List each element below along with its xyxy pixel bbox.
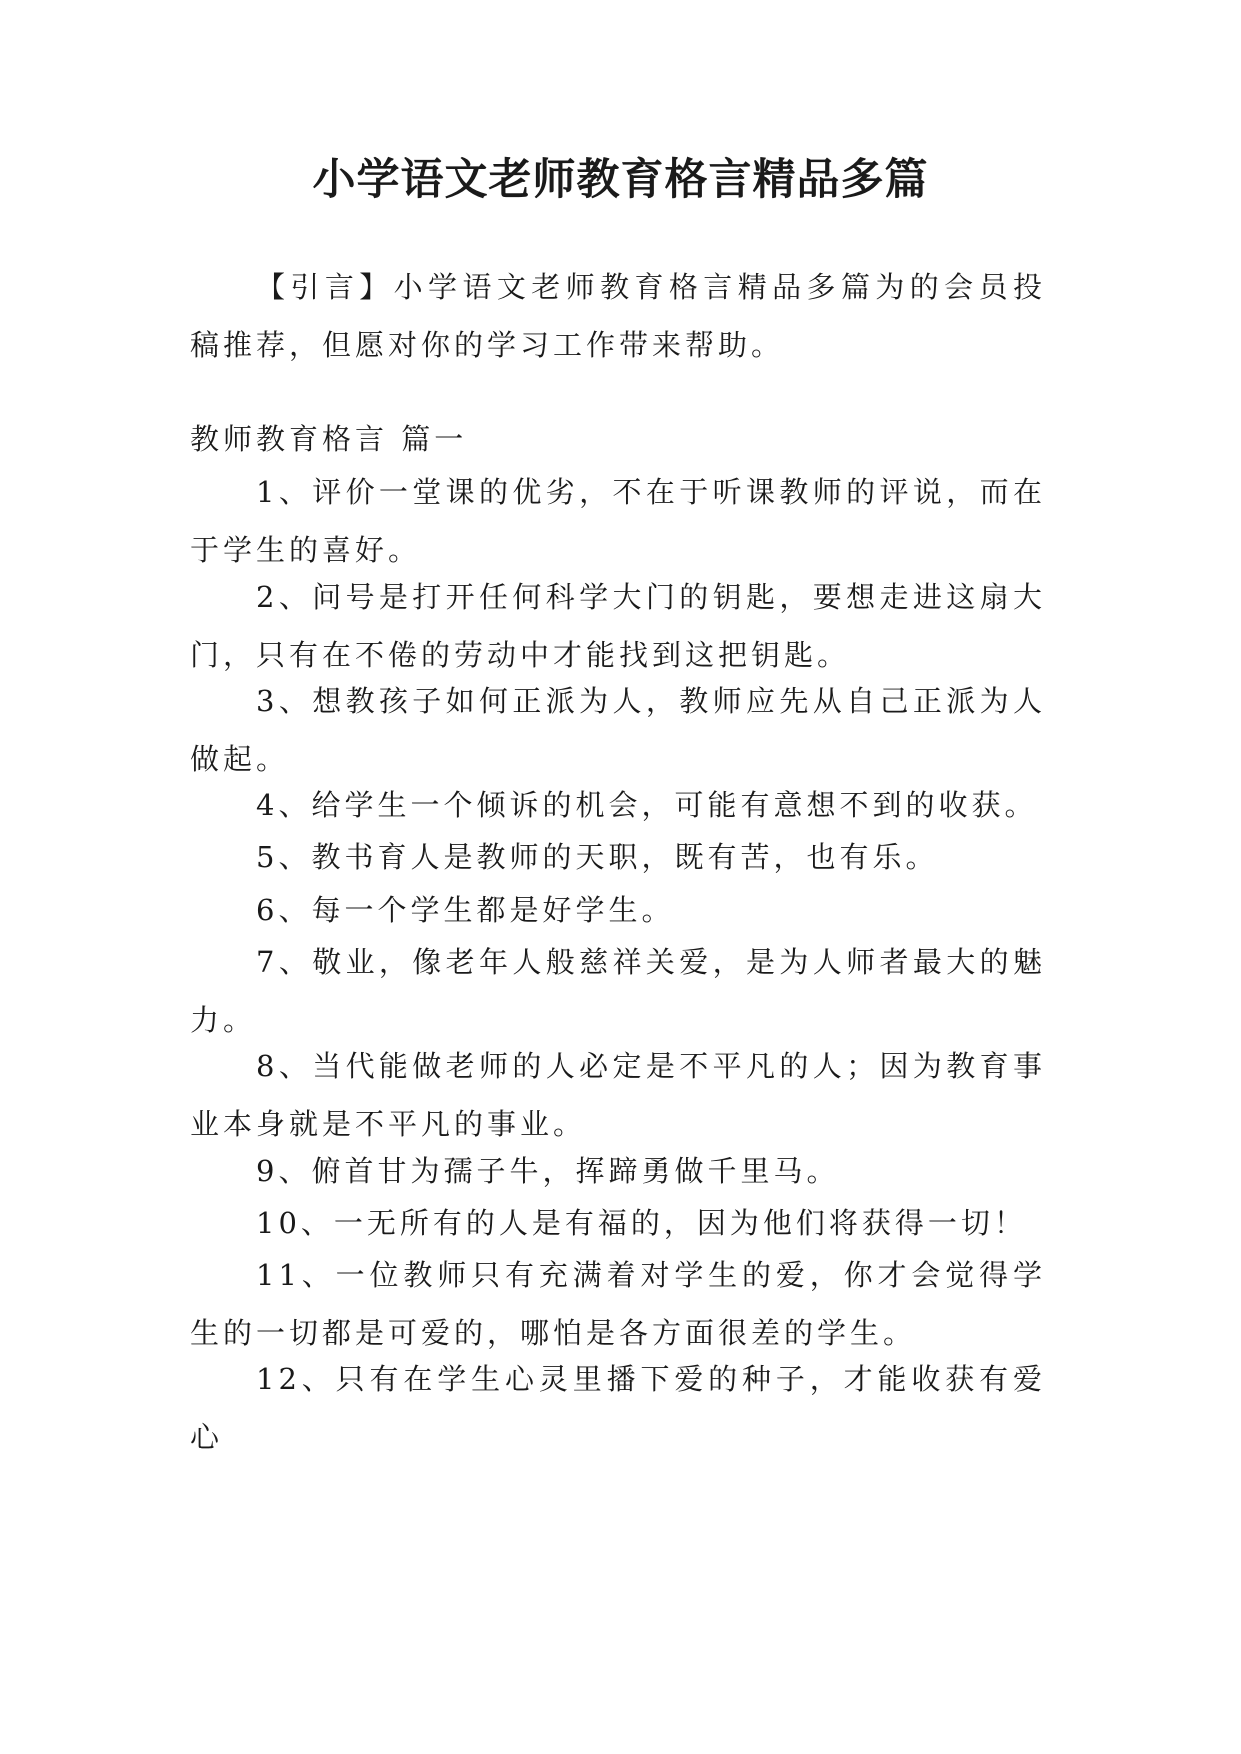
list-item: 11、一位教师只有充满着对学生的爱，你才会觉得学生的一切都是可爱的，哪怕是各方面很差的学生。 xyxy=(190,1258,1046,1350)
list-item: 10、一无所有的人是有福的，因为他们将获得一切！ xyxy=(256,1206,1027,1240)
list-item: 3、想教孩子如何正派为人，教师应先从自己正派为人做起。 xyxy=(190,684,1046,776)
document-title: 小学语文老师教育格言精品多篇 xyxy=(312,155,929,205)
list-item: 9、俯首甘为孺子牛，挥蹄勇做千里马。 xyxy=(256,1154,840,1188)
list-item: 1、评价一堂课的优劣，不在于听课教师的评说，而在于学生的喜好。 xyxy=(190,475,1046,567)
section-heading: 教师教育格言 篇一 xyxy=(190,422,468,456)
list-item: 7、敬业，像老年人般慈祥关爱，是为人师者最大的魅力。 xyxy=(190,945,1046,1037)
list-item: 2、问号是打开任何科学大门的钥匙，要想走进这扇大门，只有在不倦的劳动中才能找到这把钥匙。 xyxy=(190,580,1046,672)
list-item: 8、当代能做老师的人必定是不平凡的人；因为教育事业本身就是不平凡的事业。 xyxy=(190,1049,1046,1141)
list-item: 12、只有在学生心灵里播下爱的种子，才能收获有爱心 xyxy=(190,1362,1046,1454)
list-item: 6、每一个学生都是好学生。 xyxy=(256,893,675,927)
intro-paragraph: 【引言】小学语文老师教育格言精品多篇为的会员投稿推荐，但愿对你的学习工作带来帮助。 xyxy=(190,270,1046,362)
list-item: 5、教书育人是教师的天职，既有苦，也有乐。 xyxy=(256,840,939,874)
list-item: 4、给学生一个倾诉的机会，可能有意想不到的收获。 xyxy=(256,788,1038,822)
